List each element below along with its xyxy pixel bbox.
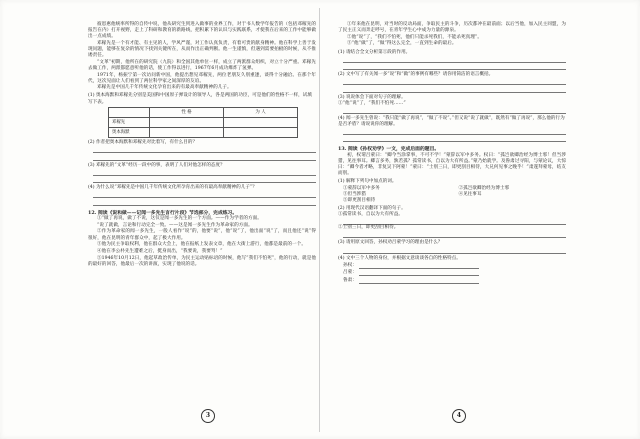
- answer-line[interactable]: [343, 64, 566, 70]
- word-item: ②孤岂欲卿治经为博士邪: [458, 185, 510, 191]
- question-1: (1) 请结合全文分析第①段的作用。: [338, 49, 411, 55]
- paragraph: “文革”初期，他所在的研究院（九院）和全国其他单位一样，成立了两派群众组织，对立十分严重。邓稼先去做工作，两派都愿意听他的话，使工作得以进行，1967年6月成功爆炸了氢弹。: [88, 59, 316, 71]
- answer-cell[interactable]: [150, 128, 224, 138]
- passage-line: ①年来他在昆明，对当时的反动局面，争取民主的斗争，历次都冲在最前面；以后当他，加入民主同盟，为了民主正义而奔走呼号，在青年学生心中成为力量的源泉。: [338, 22, 566, 34]
- answer-line[interactable]: [343, 136, 566, 142]
- page-number-4: 4: [452, 409, 466, 423]
- translate-item: ①孤常读书，自以为大有所益。: [338, 211, 404, 217]
- person-answer[interactable]: [343, 278, 566, 284]
- word-item: ③但当涉猎: [343, 191, 366, 197]
- question-4: (4) 为什么说“邓稼先是中国几千年传统文化所孕育出来的有最高奉献精神的儿子”？: [88, 185, 257, 191]
- word-question: (1) 解释下列句中加点的词。: [338, 179, 397, 185]
- answer-line[interactable]: [93, 200, 316, 206]
- answer-line[interactable]: [343, 108, 566, 114]
- answer-line[interactable]: [343, 232, 566, 238]
- table-corner: [109, 108, 150, 118]
- section-13-heading: 13. 阅读《孙权劝学》一文，完成后面的题目。: [338, 146, 440, 153]
- passage-line: ③“他“做”了，“做”得这么完全，一直到生命的最后。: [347, 41, 457, 47]
- table-header-person: 为 人: [224, 108, 298, 118]
- translate-question: (2) 用现代汉语翻译下面的句子。: [338, 205, 406, 211]
- question-2: (2) 文中写了有关闻一多“说”和“做”的事例有哪些？请你用简洁的语言概括。: [338, 72, 494, 78]
- answer-cell[interactable]: [224, 128, 298, 138]
- person-answer[interactable]: [343, 263, 566, 269]
- page-number-3: 3: [201, 409, 215, 423]
- answer-line[interactable]: [343, 79, 566, 85]
- sub-question: ①“他“说”了，“我们不怕死……”: [338, 100, 406, 106]
- theme-question: (3) 请用原文回答，孙权劝吕蒙学习的理由是什么？: [338, 240, 443, 246]
- table-header-character: 性 格: [150, 108, 224, 118]
- page-3-column: [88, 22, 316, 268]
- page-4-column: [338, 22, 566, 284]
- person-answer[interactable]: [343, 270, 566, 276]
- table-row-label: 奥本海默: [109, 128, 150, 138]
- passage-line: ①“做了再说，做了不说，这仅是闻一多先生的一个方面。——作为学者的方面。: [97, 216, 262, 222]
- person-label: 孙权：: [343, 263, 357, 268]
- word-items: [343, 186, 566, 204]
- answer-line[interactable]: [343, 248, 566, 254]
- word-item: ⑤即更刮目相待: [343, 197, 376, 203]
- translate-item: ②士别三日，即更刮目相待。: [338, 225, 399, 231]
- word-item: ①蒙辞以军中多务: [343, 185, 380, 191]
- person-label: 鲁肃：: [343, 277, 357, 283]
- passage-line: ②作为革命家的闻一多先生，一般人看作“说”的，他要“说”，他“说”了，他出面“说”了，而且他还“说”得很好，他在昆明的青年群众中，起了极大作用。: [88, 229, 316, 241]
- answer-cell[interactable]: [224, 118, 298, 128]
- answer-line[interactable]: [93, 177, 316, 183]
- question-3: (3) 邓稼先的“文革”经历一段中的事，表明了人们对他怎样的态度？: [88, 162, 225, 168]
- paragraph: 邓稼先是中国几千年传统文化孕育出来的有最高奉献精神的儿子。: [97, 85, 232, 91]
- question-4: (4) 闻一多先生曾说：“我只能“做了再说”，“做了不说”。”但又说“说了就做”，既然有“做了再说”，那么他的行为是否矛盾？请说说你的理解。: [338, 115, 565, 127]
- person-label: 吕蒙：: [343, 270, 357, 276]
- passage-line: ②他“说”了，“我们不怕死，他们只能杀死我们，不能杀死真理”。: [347, 34, 482, 40]
- answer-line[interactable]: [93, 170, 316, 176]
- question-1: (1) 奥本海默和邓稼先分别是美国和中国原子弹设计的领导人，各是两国的功臣，可是他们的性格不一样，试填写下表。: [88, 93, 312, 105]
- passage-line: ③他为民主争取权利，他在群众大会上，他在报纸上发表文章，他在大街上游行，他都是最前的一个。: [97, 242, 306, 248]
- question-2: (2) 作者把奥本海默和邓稼先对比着写，有什么目的？: [88, 140, 198, 146]
- word-item: ④见往事耳: [458, 191, 482, 197]
- table-row-label: 邓稼先: [109, 118, 150, 128]
- section-12-heading: 12. 阅读《说和做——记闻一多先生言行片段》节选部分，完成练习。: [88, 209, 238, 216]
- classical-passage: 初，权谓吕蒙曰：“卿今当涂掌事，不可不学！”蒙辞以军中多务。权曰：“孤岂欲卿治经为博士邪！但当涉猎，见往事耳。卿言多务，孰若孤？孤常读书，自以为大有所益。”蒙乃始就学。及鲁肃过寻阳，与蒙论议，大惊曰：“卿今者才略，非复吴下阿蒙！”蒙曰：“士别三日，即更刮目相待，大兄何见事之晚乎！”肃遂拜蒙母，结友而别。: [338, 153, 566, 177]
- people-question: (4) 文中三个人物的身份，并根据文意谈谈各自的性格特点。: [338, 255, 461, 261]
- paragraph: 1971年，杨振宁第一次访问新中国，他提出想见邓稼先，两位老朋友久别重逢，谈得十分融洽。在那个年代，这次见面让人们看到了两位科学家之间深厚的友谊。: [88, 72, 316, 84]
- answer-line[interactable]: [343, 87, 566, 93]
- answer-line[interactable]: [343, 129, 566, 135]
- character-table: [108, 107, 298, 138]
- answer-line[interactable]: [343, 57, 566, 63]
- answer-cell[interactable]: [150, 118, 224, 128]
- answer-line[interactable]: [93, 192, 316, 198]
- page-divider: [319, 8, 320, 432]
- paragraph: 彼恩惠他统率所得的自传中说，他从研究生到进入做事的业界工作，对于书人数学年报告的（包括邓稼先的报告在内）打开视野，走上了科研和教育的新路线，把积累下的认识与实践联系，才使我在后来的工作中能够做出一点成绩。: [88, 22, 316, 40]
- answer-line[interactable]: [93, 147, 316, 153]
- answer-line[interactable]: [93, 155, 316, 161]
- passage-line: ⑤1946年10月12日，他起草政治传单，为民主运动贴标语的时候，他写“我们不怕死”，他的行动，就是他的最好的回答，他最后一次的讲演，实现了他说的话。: [88, 255, 316, 267]
- paragraph: 邓稼先是一个有才能、有主见的人，学风严谨，对工作认真负责，有着可贵的献身精神。他在科学上善于发现问题，能够在复杂的情况下找到关键所在，从而作出正确判断。他一生谨慎，但遇到需要拍板的时候，从不推诿责任。: [88, 40, 316, 59]
- passage-line: “说了就做，言论和行动完全一致。——这是闻一多先生作为革命家的方面。: [97, 222, 253, 228]
- passage-line: ④他在李公朴先生遭难之后，挺身而出，“我要说，我要骂！”: [97, 248, 223, 254]
- question-3: (3) 说说体会下面对句子的理解。: [338, 94, 406, 100]
